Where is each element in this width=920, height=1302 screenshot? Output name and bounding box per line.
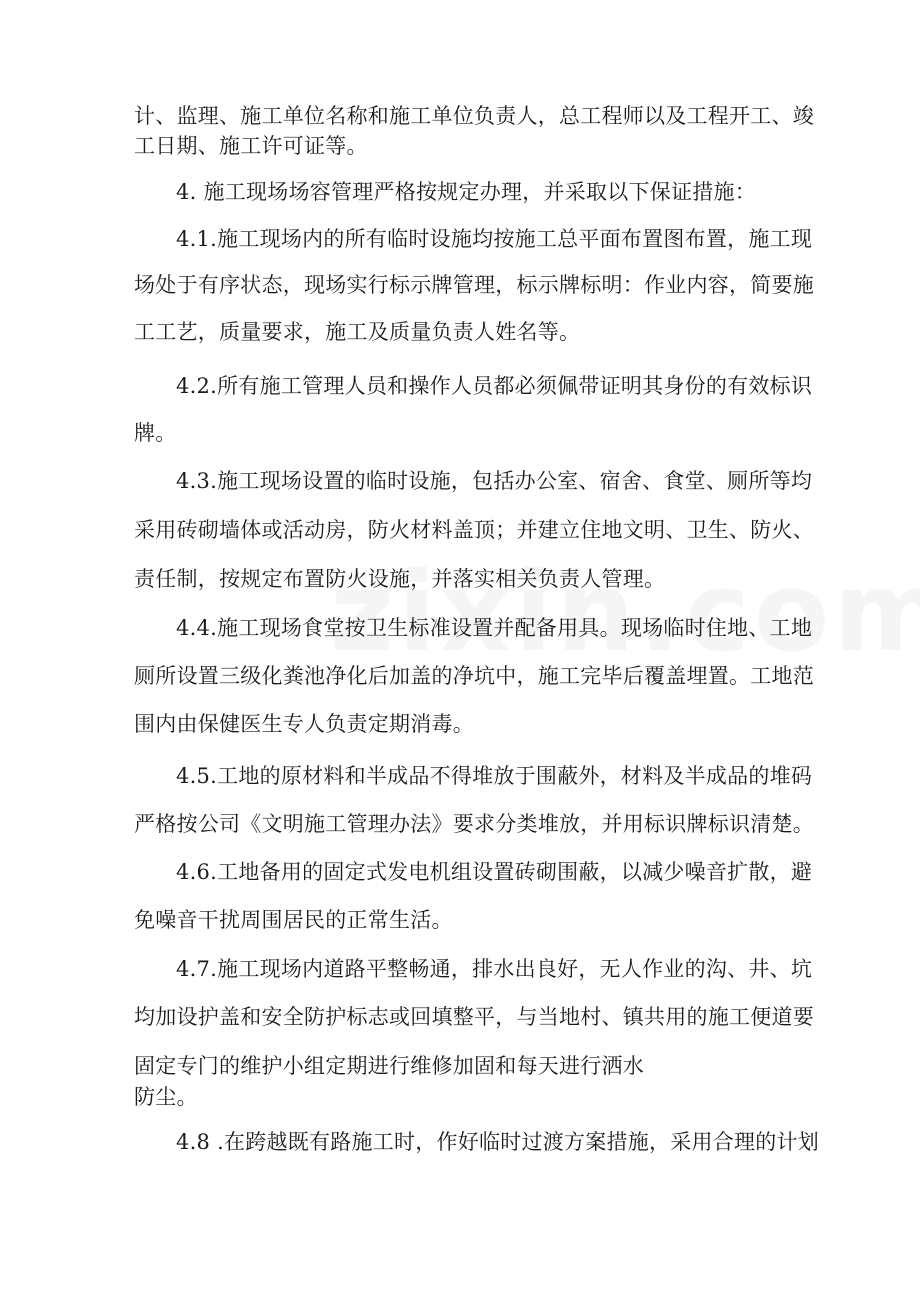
text-line: 4. 施工现场场容管理严格按规定办理，并采取以下保证措施： <box>176 180 756 204</box>
text-line: 计、监理、施工单位名称和施工单位负责人，总工程师以及工程开工、竣 <box>134 104 814 128</box>
text-line: 围内由保健医生专人负责定期消毒。 <box>134 712 474 736</box>
text-line: 场处于有序状态，现场实行标示牌管理，标示牌标明：作业内容，简要施 <box>134 273 814 297</box>
text-line: 厕所设置三级化粪池净化后加盖的净坑中，施工完毕后覆盖埋置。工地范 <box>134 664 814 688</box>
text-line: 4.5.工地的原材料和半成品不得堆放于围蔽外，材料及半成品的堆码 <box>176 764 813 788</box>
text-line: 4.2.所有施工管理人员和操作人员都必须佩带证明其身份的有效标识 <box>176 374 813 398</box>
text-line: 采用砖砌墙体或活动房，防火材料盖顶；并建立住地文明、卫生、防火、 <box>134 518 814 542</box>
text-line: 工日期、施工许可证等。 <box>134 134 368 158</box>
text-line: 4.7.施工现场内道路平整畅通，排水出良好，无人作业的沟、井、坑 <box>176 957 813 981</box>
text-line: 防尘。 <box>134 1085 198 1109</box>
text-line: 4.8 .在跨越既有路施工时，作好临时过渡方案措施，采用合理的计划 <box>176 1130 819 1154</box>
text-line: 牌。 <box>134 421 177 445</box>
text-line: 免噪音干扰周围居民的正常生活。 <box>134 908 453 932</box>
text-line: 严格按公司《文明施工管理办法》要求分类堆放，并用标识牌标识清楚。 <box>134 812 814 836</box>
text-line: 4.4.施工现场食堂按卫生标准设置并配备用具。现场临时住地、工地 <box>176 616 813 640</box>
text-line: 4.3.施工现场设置的临时设施，包括办公室、宿舍、食堂、厕所等均 <box>176 469 813 493</box>
text-line: 4.6.工地备用的固定式发电机组设置砖砌围蔽，以减少噪音扩散，避 <box>176 860 813 884</box>
text-line: 均加设护盖和安全防护标志或回填整平，与当地村、镇共用的施工便道要 <box>134 1005 814 1029</box>
text-line: 工工艺，质量要求，施工及质量负责人姓名等。 <box>134 320 581 344</box>
text-line: 责任制，按规定布置防火设施，并落实相关负责人管理。 <box>134 567 666 591</box>
text-line: 固定专门的维护小组定期进行维修加固和每天进行洒水 <box>134 1054 644 1078</box>
text-line: 4.1.施工现场内的所有临时设施均按施工总平面布置图布置，施工现 <box>176 227 813 251</box>
